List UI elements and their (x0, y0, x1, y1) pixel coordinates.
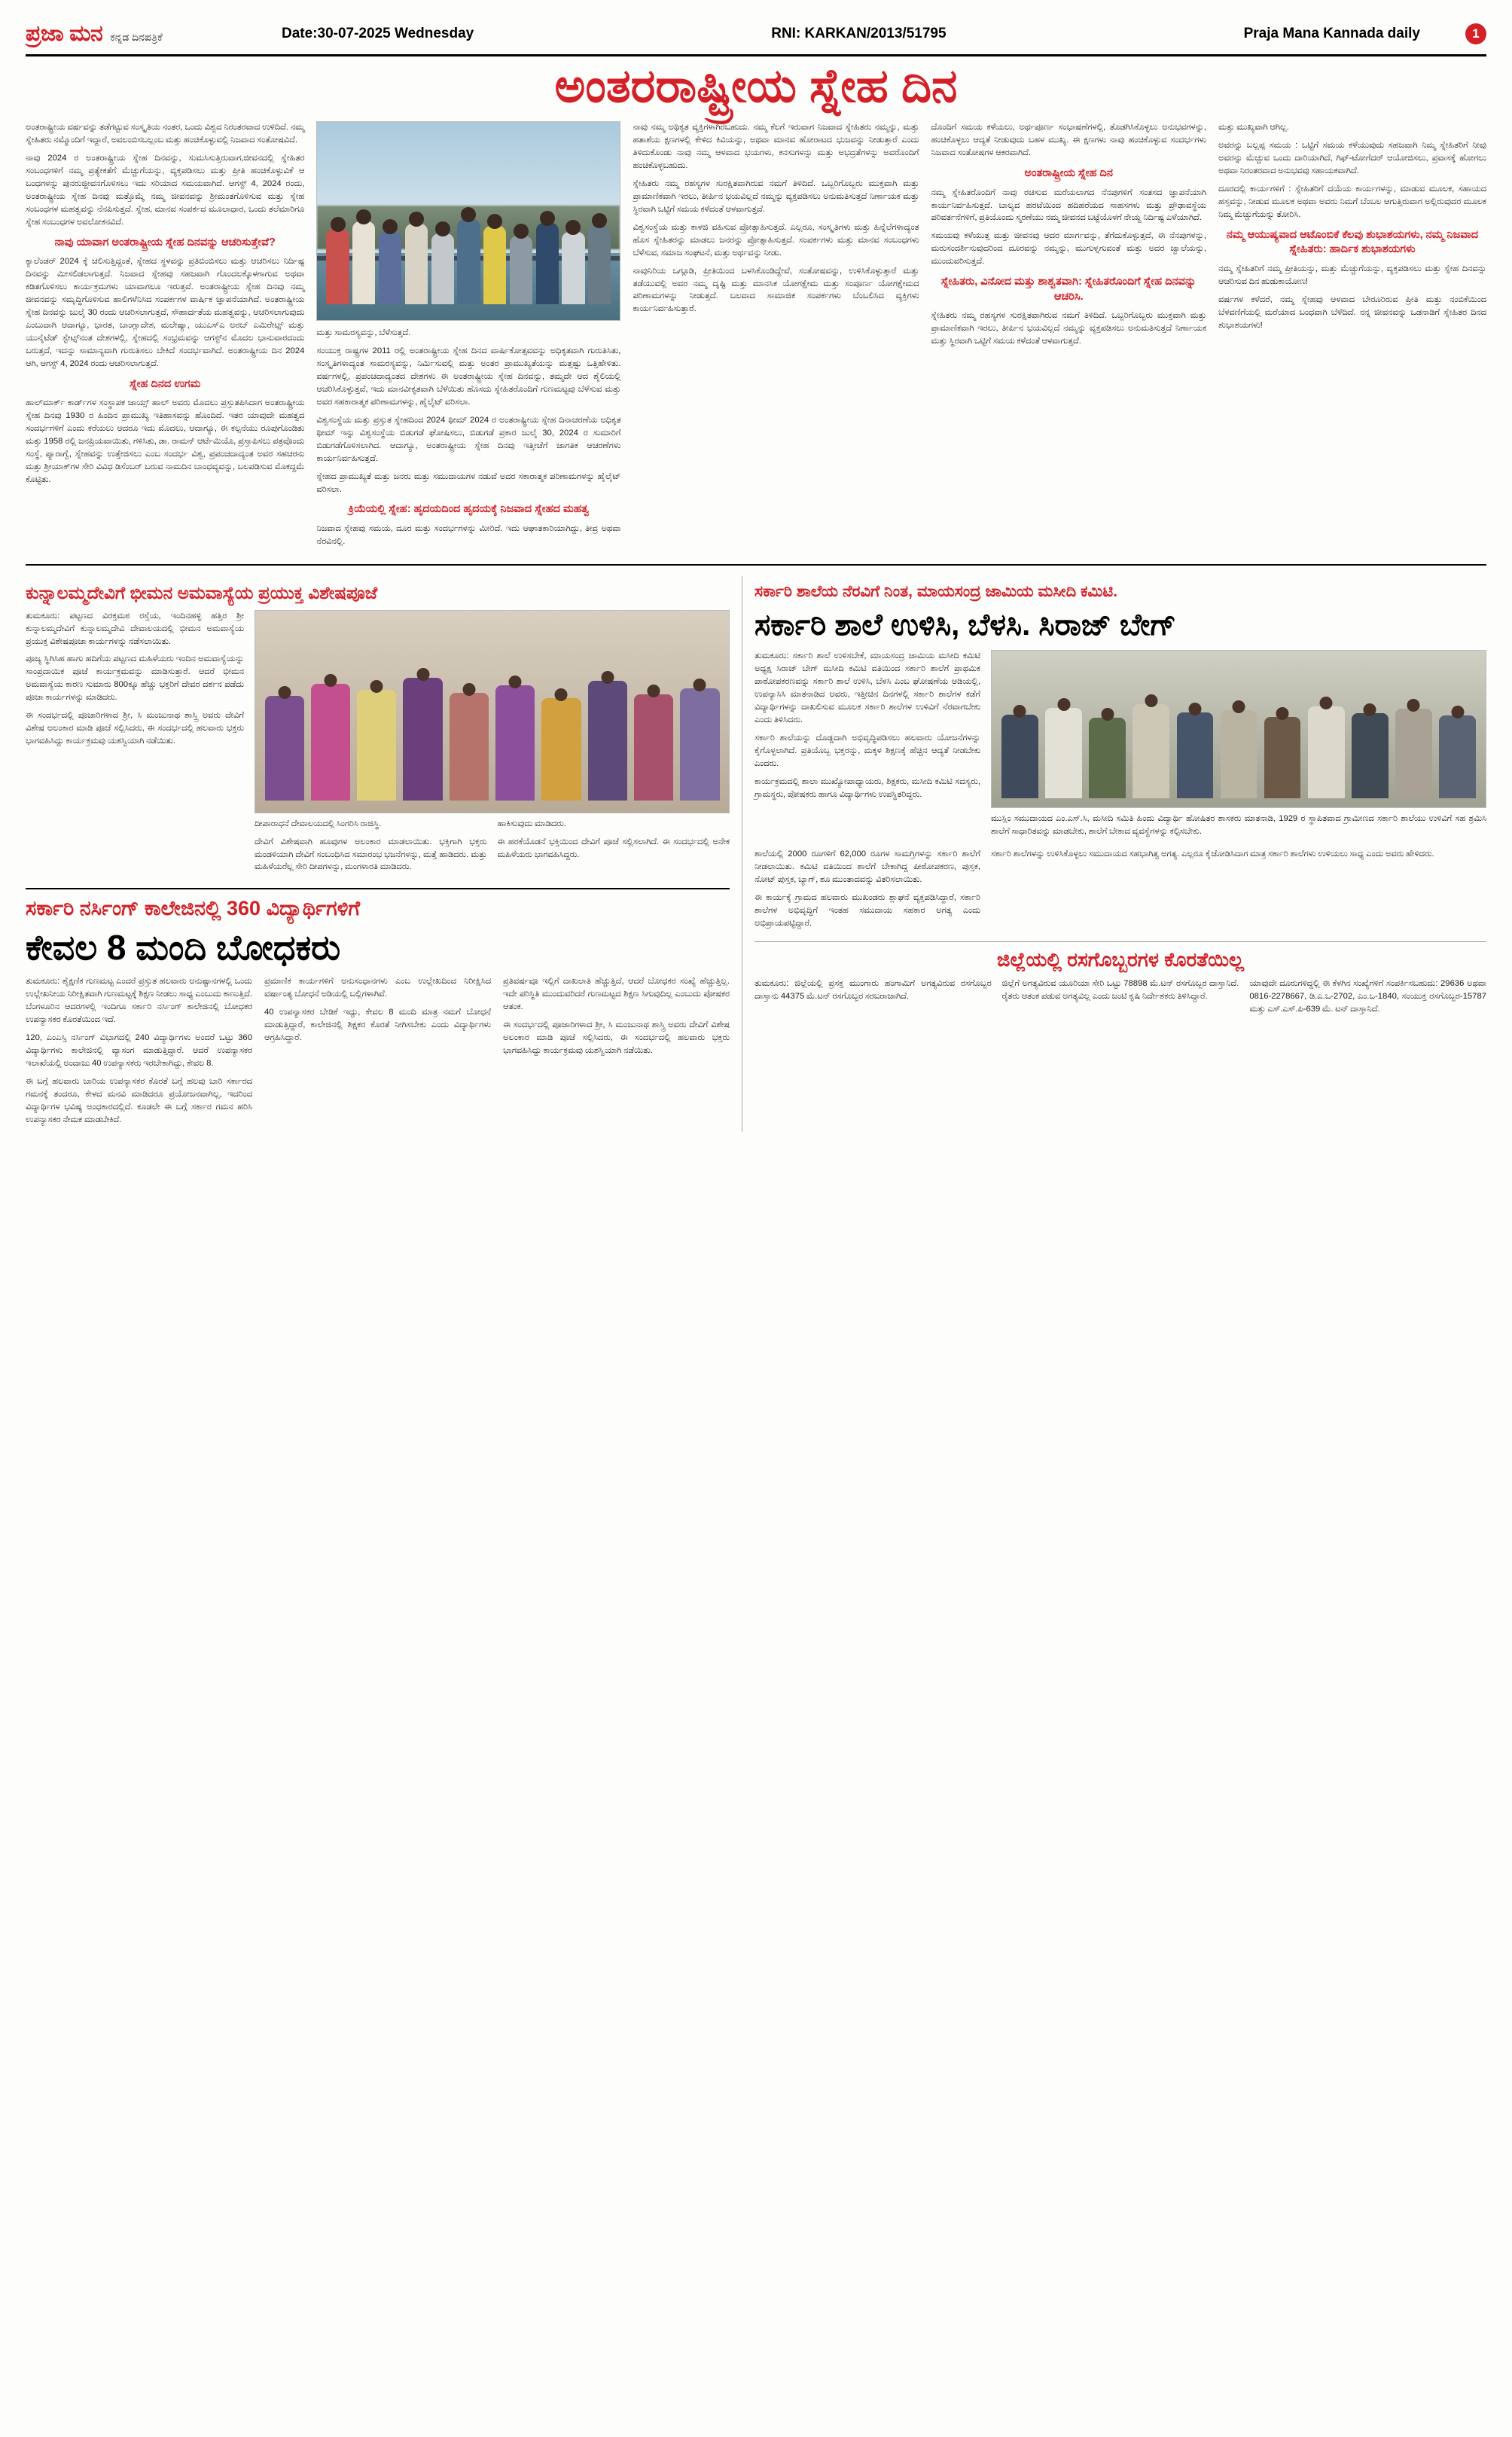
lead-subhead-2: ಸ್ನೇಹ ದಿನದ ಉಗಮ (130, 377, 201, 390)
school-col-3 (991, 848, 1486, 935)
logo-subtitle: ಕನ್ನಡ ದಿನಪತ್ರಿಕೆ (110, 31, 163, 43)
school-para: ಸರ್ಕಾರಿ ಶಾಲೆಯನ್ನು ದೊಡ್ಡದಾಗಿ ಅಭಿವೃದ್ಧಿಪಡಿಸಲು ಹಲವಾರು ಯೋಜನೆಗಳನ್ನು ಕೈಗೊಳ್ಳಲಾಗಿದೆ. ಪ್ರತಿಯೊಬ್ಬ ಭಕ್ತರನ್ನು, ಮಕ್ಕಳ ಶಿಕ್ಷಣಕ್ಕೆ ಹೆಚ್ಚಿನ ಆದ್ಯತೆ ನೀಡಬೇಕು ಎಂದರು. (754, 733, 980, 768)
lead-subhead-3: ಕ್ರಿಯೆಯಲ್ಲಿ ಸ್ನೇಹ: ಹೃದಯದಿಂದ ಹೃದಯಕ್ಕೆ ನಿಜವಾದ ಸ್ನೇಹದ ಮಹತ್ವ (348, 503, 590, 516)
nursing-col-2 (264, 975, 491, 1131)
nursing-col-1 (26, 975, 252, 1131)
publication-logo (26, 21, 251, 47)
temple-col-1 (26, 610, 244, 880)
school-col-2 (754, 848, 980, 935)
lead-column-5 (1218, 121, 1486, 554)
lead-para: ಸಮಯವು ಕಳೆಯುತ್ತ ಮತ್ತು ಜೀವನವು ಆದರ ಮಾರ್ಗವನ್ನು, ತೆಗೆದುಕೊಳ್ಳುತ್ತದೆ, ಈ ನೆನಪುಗಳನ್ನು, ಮರುಸಂದರ್ಶಿಸುವುದರಿಂದ ದೂರವನ್ನು ನಮ್ಮನ್ನು, ಮುಗುಳ್ನಗುವಂತೆ ಮತ್ತು ಅದರ ಜ್ವಾಲೆಯನ್ನು, ಮುಂದುವರಿಸುತ್ತದೆ. (931, 231, 1207, 267)
temple-para: ಪೂಜ್ಯ ಸ್ಥಿಗಿಸಿಹ ಹಾಗು ಹದಿಗೆಯ ಪಟ್ಟಣದ ಮಹಿಳೆಯರು ಇಂದಿನ ಅಮವಾಸ್ಯೆಯನ್ನು ಸಾಂಪ್ರದಾಯಿಕ ಪೂಜೆ ಕಾರ್ಯಕ್ರಮವನ್ನು ಮಾಡಿಸುತ್ತಾರೆ. ಆದರೆ ಭೀಮನ ಅಮವಾಸ್ಯೆಯ ಕಾರಣ ಸುಮಾರು 800ಕ್ಕೂ ಹೆಚ್ಚು ಭಕ್ತರಿಗೆ ದೇವರ ದರ್ಶನ ಪಡೆದು ಪೂಜಾ ಕಾರ್ಯಗಳನ್ನು ಮಾಡಿದರು. (26, 654, 244, 703)
temple-photo (255, 610, 730, 813)
temple-photo-caption: ದೀಪಾರಾಧನೆ ದೇವಾಲಯದಲ್ಲಿ ಸಿಂಗರಿಸಿ ರಾಜಿಸ್ಥಿ. (255, 819, 382, 828)
school-article (742, 576, 1486, 1132)
lead-para: ನಾವು 2024 ರ ಅಂತರಾಷ್ಟ್ರೀಯ ಸ್ನೇಹ ದಿನವನ್ನು, ಸುಮಸಿಸುತ್ತಿರುವಾಗ,ಜೀವನದಲ್ಲಿ ಸ್ನೇಹಿತರ ಸಂಬಂಧಗಳಿಗೆ ನಮ್ಮ ಪ್ರತ್ಯೇಕತೆಗೆ ಮೆಚ್ಚುಗೆಯನ್ನು, ವ್ಯಕ್ತಪಡಿಸಲು ಮತ್ತು ಪ್ರೀತಿ ಹಂಚಿಕೊಳ್ಳುವಿಕೆ ಆ ಬಂಧಗಳನ್ನು ಪುನರುಜ್ಜೀವನಗೊಳಿಸಲು ಇದು ಸರಿಯಾದ ಸಮಯವಾಗಿದೆ. ಆಗಸ್ಟ್ 4, 2024 ರಂದು, ಅಂತರಾಷ್ಟ್ರೀಯ ಸ್ನೇಹ ದಿನವು ಮತ್ತೊಮ್ಮೆ ನಮ್ಮ ಜೀವನವನ್ನು ಶ್ರೀಮಂತಗೊಳಿಸುವ ಮತ್ತು ಸ್ನೇಹ ಸಂಬಂಧಗಳ ಮಹತ್ವವನ್ನು ನೆನಪಿಸುತ್ತದೆ. ಸ್ನೇಹ, ಮಾನವ ಸಂಪರ್ಕದ ಮೂಲಾಧಾರ, ಒಂದು ತಲೆಮಾರಿಗೂ ಸ್ನೇಹ ಸಂಬಂಧಗಳ ಅವಲೋಕನವಿದೆ. (26, 154, 305, 227)
nursing-para: ತುಮಕೂರು: ಶೈಕ್ಷಣಿಕ ಗುಣಮಟ್ಟ ಎಂದರೆ ಪ್ರಸ್ತುತ ಹಲವಾರು ಅನುಷ್ಟಾನಗಳಲ್ಲಿ ಒಂದು ಉಲ್ಲೇಖನೀಯ ನಿರೀಕ್ಷಿತವಾಗಿ ಗುಣಮಟ್ಟಕ್ಕೆ ಶಿಕ್ಷಣ ನೀಡಲು ಸಾಧ್ಯ ಎಂಬುದು ಕಾಣುತ್ತಿದೆ. ಬೆಂಗಳೂರಿನ ಆದರಗಳಲ್ಲಿ ಇಂದಿಗೂ ಸರ್ಕಾರಿ ನರ್ಸಿಂಗ್ ಕಾಲೇಜಿನಲ್ಲಿ ಬೋಧಕರ ಉಪನ್ಯಾಸಕರ ಕೊರತೆಯಿಂದ ಇದೆ. (26, 977, 252, 1025)
fertilizer-para: ಯಾವುದೇ ದೂರುಗಳಿದ್ದಲ್ಲಿ ಈ ಕೆಳಗಿನ ಸಂಖ್ಯೆಗಳಿಗೆ ಸಂಪರ್ಕಿಸಬಹುದು: 29636 ಅಥವಾ 0816-2278667, ಡಿ.ಎ.ಒ-2702, ಎಂ.ಒ-1840, ಸಂಯುಕ್ತ ರಸಗೊಬ್ಬರ-15787 ಮತ್ತು ಎಸ್.ಎಸ್.ಪಿ-639 ಮೆ. ಟನ್ ದಾಸ್ತಾನಿದೆ. (1249, 978, 1487, 1014)
issue-date: Date:30-07-2025 Wednesday (282, 26, 474, 41)
school-kicker: ಸರ್ಕಾರಿ ಶಾಲೆಯ ನೆರವಿಗೆ ನಿಂತ, ಮಾಯಸಂದ್ರ ಜಾಮಿಯ ಮಸೀದಿ ಕಮಿಟಿ. (754, 582, 1118, 600)
lead-para: ನಾವು ನಮ್ಮ ಅಥಿಕೃತ ವ್ಯಕ್ತಿಗಳಾಗಿರಬಹುದು. ನಮ್ಮ ಕೆಲಗೆ ಇರುವಾಗ ನಿಜವಾದ ಸ್ನೇಹಿತರು ನಮ್ಮನ್ನು, ಮತ್ತು ಹತಾಶೆಯ ಕ್ಷಣಗಳಲ್ಲಿ ಕೇಳಿದ ಕಿವಿಯನ್ನು, ಅಥವಾ ಮಾನವ ಹೋರಾಟದ ಭುಜವನ್ನು ನೀಡುತ್ತಾರೆ ಎಂದು ತಿಳಿದುಕೊಂಡು ನಾವು ನಮ್ಮ ಆಳವಾದ ಭಯಗಳು, ಕನಸುಗಳನ್ನು ಮತ್ತು ಅಭದ್ರತೆಗಳನ್ನು ಅವರೊಂದಿಗೆ ಹಂಚಿಕೊಳ್ಳಬಹುದು. (633, 123, 919, 170)
page-number-badge: 1 (1465, 23, 1486, 44)
lead-para: ದೊಂದಿಗೆ ಸಮಯ ಕಳೆಯಲು, ಅರ್ಥಪೂರ್ಣ ಸಂಭಾಷಣೆಗಳಲ್ಲಿ, ತೊಡಗಿಸಿಕೊಳ್ಳಲು ಅನುಭವಗಳನ್ನು, ಹಂಚಿಕೊಳ್ಳಲು ಆದ್ಯತೆ ನೀಡುವುದು ಬಹಳ ಮುಖ್ಯ. ಈ ಕ್ಷಣಗಳು ನಾವು ಹಂಚಿಕೊಳ್ಳುವ ಸಂದರ್ಭಗಳು ನಿಜವಾದ ಸಂತೋಷಗಳ ಆಕರವಾಗಿದೆ. (931, 123, 1207, 158)
lead-para: ಸ್ನೇಹದ ಪ್ರಾಮುಖ್ಯತೆ ಮತ್ತು ಜನರು ಮತ್ತು ಸಮುದಾಯಗಳ ನಡುವೆ ಅದರ ಸಕಾರಾತ್ಮಕ ಪರಿಣಾಮಗಳನ್ನು ಹೈಲೈಟ್ ವರಿಸಲಾ. (316, 471, 621, 494)
nursing-para: ಪ್ರತಿವರ್ಷವೂ ಇಲ್ಲಿಗೆ ದಾಖಲಾತಿ ಹೆಚ್ಚುತ್ತಿದೆ, ಆದರೆ ಬೋಧಕರ ಸಂಖ್ಯೆ ಹೆಚ್ಚುತ್ತಿಲ್ಲ. ಇದೇ ಪರಿಸ್ಥಿತಿ ಮುಂದುವರಿದರೆ ಗುಣಮಟ್ಟದ ಶಿಕ್ಷಣ ಸಿಗುವುದಿಲ್ಲ ಎಂಬುದು ಪೋಷಕರ ಆತಂಕ. (503, 977, 730, 1012)
school-para: ಮುಸ್ಲಿಂ ಸಮುದಾಯದ ಎಂ.ಎಸ್.ಸಿ, ಮಸೀದಿ ಸಮಿತಿ ಹಿಂದು ವಿದ್ಯಾರ್ಥಿ ಹೋಷಿತರ ಶಾಸಕರು ಮಾತನಾಡಿ, 1929 ರ ಸ್ಥಾಪಿತವಾದ ಗ್ರಾಮೀಣದ ಸರ್ಕಾರಿ ಶಾಲೆಯು ಉಳಿವಿಗೆ ಸಹ ಶ್ರಮಿಸಿ ಶಾಲೆಗೆ ಸಾಧಾರಿತವನ್ನು ಮಾಡಬೇಕು, ಶಾಲೆಗೆ ಬೇಕಾದ ವ್ಯವಸ್ಥೆಗಳನ್ನು ಕಲ್ಪಿಸಬೇಕು. (991, 814, 1486, 837)
lead-para: ಕ್ಯಾಲೆಂಡರ್ 2024 ಕ್ಕೆ ಚಲಿಸುತ್ತಿದ್ದಂತೆ, ಸ್ನೇಹದ ಸ್ಥಳವನ್ನು ಪ್ರತಿಬಿಂಬಿಸಲು ಮತ್ತು ಆಚರಿಸಲು ನಿರ್ದಿಷ್ಟ ದಿನವನ್ನು ಮೀಸಲಿಡಲಾಗುತ್ತದೆ. ನಿಜವಾದ ಸ್ನೇಹವು ಸಹಜವಾಗಿ ಗೊಂದಲಕ್ಕೊಳಗಾಗುವ ಅಥವಾ ಕಡಿತಗೊಳಿಸಲು ಕಾರ್ಯಕ್ರಮಗಳು ಯಾವಾಗಲೂ ಇರುತ್ತವೆ. ಅಂತರಾಷ್ಟ್ರೀಯ ಸ್ನೇಹ ದಿನವು ನಮ್ಮ ಜೀವನವನ್ನು ಸಮೃದ್ಧಿಗೊಳಿಸುವ ಹಾಲಿಗಳೆನಿಸಿದ ಸಂಪರ್ಕಗಳ ವಾರ್ಷಿಕ ಜ್ಞಾಪನೆಯಾಗಿದೆ. ಅಂತರಾಷ್ಟ್ರೀಯ ಸ್ನೇಹ ದಿನವನ್ನು ಜುಲೈ 30 ರಂದು ಆಚರಿಸಲಾಗುತ್ತದೆ, ಸೌಹಾರ್ದತೆಯ ಮಹತ್ವವನ್ನು, ಆಚರಿಸಲಾಗುವುದು ಎಂಬುದಾಗಿ ಆದಾಗ್ಯೂ, ಭಾರತ, ಬಾಂಗ್ಲಾದೇಶ, ಮಲೇಷ್ಯಾ, ಯುಎಸ್ಎ ಅರಬ್ ಎಮಿರೇಟ್ಸ್ ಮತ್ತು ಯುನೈಟೆಡ್ ಸ್ಟೇಟ್ಸ್‌ನಂತ ದೇಶಗಳಲ್ಲಿ, ಸ್ನೇಹದಲ್ಲಿ ಸಂಭ್ರಮವನ್ನು ಆಗಸ್ಟ್‌ನ ಮೊದಲ ಭಾನುವಾರದಂದು ಬರುತ್ತದೆ, ಇದನ್ನು ಸಾಮಾನ್ಯವಾಗಿ ಗುರುತಿಸಲು ಬೇಕಿದೆ ಸಂದರ್ಭವಾಗಿದೆ. ಅಂತರಾಷ್ಟ್ರೀಯ ದಿನ 2024 ಆಗಿ, ಆಗಸ್ಟ್ 4, 2024 ರಂದು ಆಚರಿಸಲಾಗುತ್ತದೆ. (26, 257, 305, 368)
lead-para: ವಿಶ್ವಸಂಸ್ಥೆಯ ಮತ್ತು ಪ್ರಸ್ತುತ ಸ್ನೇಹದಿಂದ 2024 ಥೀಮ್ 2024 ರ ಅಂತರಾಷ್ಟ್ರೀಯ ಸ್ನೇಹ ದಿನಾಚರಣೆಯ ಅಧಿಕೃತ ಥೀಮ್ ಇನ್ನು ವಿಶ್ವಸಂಸ್ಥೆಯ ಬಿಡುಗಡೆ ಘೋಷಿಸಲು, ಬಿಡುಗಡೆ ಪ್ರಕಾರ ಜುಲೈ 30, 2024 ರ ಸುಮಾರಿಗೆ ಬಿಡುಗಡೆಗೊಳಿಸಲಾಗಿದ. ಆದಾಗ್ಯೂ, ಅಂತರಾಷ್ಟ್ರೀಯ ಸ್ನೇಹ ದಿನವು ಇತ್ತೀಚೆಗೆ ಜಾಗತಿಕ ಆಚರಣೆಗಳು ಕಾರ್ಯನಿರ್ವಹಿಸುತ್ತದೆ. (316, 415, 621, 463)
lead-subhead-4: ಅಂತರಾಷ್ಟ್ರೀಯ ಸ್ನೇಹ ದಿನ (1024, 167, 1113, 179)
lead-para: ದೂರದಲ್ಲಿ ಕಾರ್ಯಗಳಿಗೆ : ಸ್ನೇಹಿತರಿಗೆ ದಯೆಯ ಕಾರ್ಯಗಳನ್ನು, ಮಾಡುವ ಮೂಲಕ, ಸಹಾಯದ ಹಸ್ತವನ್ನು, ನೀಡುವ ಮೂಲಕ ಅಥವಾ ಅವರು ನಿಮಗೆ ಬೆಂಬಲ ಆಗುತ್ತಿರುವಾಗ ಅಲ್ಲಿರುವುದರ ಮೂಲಕ ನಿಮ್ಮ ಮೆಚ್ಚುಗೆಯನ್ನು ತೋರಿಸಿ. (1218, 184, 1486, 219)
lead-para: ಅವರನ್ನು ಬಲ್ಲಪ್ಪ ಸಮಯ : ಒಟ್ಟಿಗೆ ಸಮಯ ಕಳೆಯುವುದು ಸಹಜವಾಗಿ ನಿಮ್ಮ ಸ್ನೇಹಿತರಿಗೆ ನೀವು ಅವರನ್ನು ಮೆಚ್ಚುವ ಒಂದು ದಾರಿಯಾಗಿದೆ, ಗಿಫ್-ಟೋಗೆದರ್ ಆಯೋಜಿಸಲು, ಪ್ರವಾಸಕ್ಕೆ ಹೋಗಲು ಅಥವಾ ನಿರಂತರವಾದ ಅನುಭವವು ಸಹಾಯಕವಾಗಿದೆ. (1218, 141, 1486, 175)
lead-headline: ಅಂತರರಾಷ್ಟ್ರೀಯ ಸ್ನೇಹ ದಿನ (554, 60, 958, 112)
lead-para: ಮತ್ತು ಸಾಮರಸ್ಯವನ್ನು, ಬೆಳೆಸುತ್ತದೆ. (316, 328, 411, 338)
school-col-1 (754, 650, 980, 843)
school-para: ಶಾಲೆಯಲ್ಲಿ 2000 ರೂಗಳಿಗೆ 62,000 ರೂಗಳ ಸಾಮಗ್ರಿಗಳನ್ನು ಸರ್ಕಾರಿ ಶಾಲೆಗೆ ನೀಡಲಾಯಿತು. ಕಮಿಟಿ ವತಿಯಿಂದ ಶಾಲೆಗೆ ಬೇಕಾಗಿದ್ದ ಪೀಠೋಪಕರಣ, ಪುಸ್ತಕ, ನೋಟ್ ಪುಸ್ತಕ, ಬ್ಯಾಗ್, ಶೂ ಮುಂತಾದವನ್ನು ವಿತರಿಸಲಾಯಿತು. (754, 849, 980, 884)
lead-para: ನಮ್ಮ ಸ್ನೇಹಿತರೊಂದಿಗೆ ನಾವು ರಚಿಸುವ ಮರೆಯಲಾಗದ ನೆನಪುಗಳಿಗೆ ಸಂತಸದ ಜ್ಞಾಪನೆಯಾಗಿ ಕಾರ್ಯನಿರ್ವಹಿಸುತ್ತದೆ. ಬಾಲ್ಯದ ಹರಟೆಯಿಂದ ಹದಿಹರೆಯದ ಸಾಹಸಗಳು ಮತ್ತು ಪ್ರೌಢಾವಸ್ಥೆಯ ಪರಿವರ್ತನೆಗಳಿಗೆ, ಪ್ರತಿಯೊಂದು ಸ್ಮರಣೆಯು ನಮ್ಮ ಜೀವನದ ಬಟ್ಟೆಯೊಳಗೆ ನೇಯ್ದ ನಿರ್ದಿಷ್ಟ ಎಳೆಯಾಗಿದೆ. (931, 188, 1207, 223)
temple-article (26, 576, 730, 1132)
lead-para: ಹಾಲ್‌ಮಾರ್ಕ್ ಕಾರ್ಡ್‌ಗಳ ಸಂಸ್ಥಾಪಕ ಜಾಯ್ಸ್ ಹಾಲ್ ಅವರು ಮೊದಲು ಪ್ರಸ್ತುತಪಿಸಿದಾಗ ಅಂತರಾಷ್ಟ್ರೀಯ ಸ್ನೇಹ ದಿನವು 1930 ರ ಹಿಂದಿನ ಪ್ರಾಮುಖ್ಯ ಇತಿಹಾಸವನ್ನು ಹೊಂದಿದೆ. ಇತರ ಯಾವುದೇ ಮಹತ್ವದ ಸಂದರ್ಭಗಳಿಗೆ ಎಂದು ಕರೆಯಲು ಆದರೂ ಇದು ಮೊದಲು, ಆದಾಗ್ಯೂ, ಈ ಕಲ್ಪನೆಯು ರೂಪುಗೊಂಡಿತು ಮತ್ತು 1958 ರಲ್ಲಿ ಜನಪ್ರಿಯವಾಯಿತು, ಗಳಿಸಿತು, ಡಾ. ರಾಮನ್ ಆರ್ಟೆಮಿಯೊ, ಪ್ರಸ್ತಾಪಿಸಲು ಪತ್ರವೊಂದು ಸಂಸ್ಥೆ, ಪ್ಯಾರಾಗ್ವೆ, ಸ್ನೇಹವನ್ನು ಉತ್ತೇಜಿಸಲು ಎಂಬ ಸಂದರ್ಭ ವಿಶ್ವ, ಪ್ರಪಂಚದಾದ್ಯಂತ ಅವರ ಸಹಚರನು ಮತ್ತು ಶ್ರೀಯಾಕ್‌ಗಳ ಸೇರಿ ವಿವಿಧ ಡಿಸೆಂಬರ್ ಬರುವ ನಾಮದಿನ ಬಾಂಧವ್ಯವನ್ನು, ಬಲಪಡಿಸುವ ಮೊಕದ್ದಮೆ ಕೊಟ್ಟಿತು. (26, 398, 305, 484)
school-para: ಸರ್ಕಾರಿ ಶಾಲೆಗಳನ್ನು ಉಳಿಸಿಕೊಳ್ಳಲು ಸಮುದಾಯದ ಸಹಭಾಗಿತ್ವ ಅಗತ್ಯ. ಎಲ್ಲರೂ ಕೈಜೋಡಿಸಿದಾಗ ಮಾತ್ರ ಸರ್ಕಾರಿ ಶಾಲೆಗಳು ಉಳಿಯಲು ಸಾಧ್ಯ ಎಂದು ಅವರು ಹೇಳಿದರು. (991, 849, 1434, 859)
lead-column-3 (633, 121, 919, 554)
logo-title: ಪ್ರಜಾ ಮನ (26, 21, 103, 46)
lead-article (26, 121, 1486, 554)
section-divider (26, 564, 1486, 566)
nursing-para: ಪ್ರಮಾಣಿಕ ಕಾರ್ಯಗಳಿಗೆ ಅನುಸಂಧಾನಗಳು ಎಂಬ ಉಲ್ಲೇಖದಿಂದ ನಿರೀಕ್ಷಿಸಿದ ವರ್ಷಾಂತ್ಯ ಬೋಧನೆ ಅಡಿಯಲ್ಲಿ ಬಲ್ಲಿಗಳಾಗಿವೆ. (264, 977, 491, 999)
masthead (26, 21, 1486, 56)
lead-para: ನಾವುನಿರಿಯ ಒಗ್ಗೂಡಿ, ಪ್ರೀತಿಯಿಂದ ಬಳಸಿಕೊಂಡಿದ್ದೇವೆ, ಸಂತೋಷವನ್ನು, ಉಳಿಸಿಕೊಳ್ಳುತ್ತಾರೆ ಮತ್ತು ತಡೆಯುವಲ್ಲಿ ಅವರ ನಮ್ಮ ದೃಷ್ಟಿ ಮತ್ತು ಮಾನಸಿಕ ಯೋಗಕ್ಷೇಮ ಮತ್ತು ಸಂಪೂರ್ಣ ಯೋಗಕ್ಷೇಮದ ಪರಿಣಾಮಗಳನ್ನು ನೀಡುತ್ತದೆ. ಬಲವಾದ ಸಾಮಾಜಿಕ ಸಂಪರ್ಕಗಳು ಬೆಂಬಲಿಸಿದ ವ್ಯಕ್ತಿಗಳು ಕಾರ್ಯನಿರ್ವಹಿಸುತ್ತಾರೆ. (633, 266, 919, 314)
fertilizer-col-1 (754, 978, 992, 1021)
temple-photo-caption-2: ಹಾಕಿಸುವುದು ಮಾಡಿದರು. (497, 819, 566, 828)
fertilizer-col-2 (1002, 978, 1239, 1021)
lead-para: ಸಂಯುಕ್ತ ರಾಷ್ಟ್ರಗಳ 2011 ರಲ್ಲಿ ಅಂತರಾಷ್ಟ್ರೀಯ ಸ್ನೇಹ ದಿನದ ವಾರ್ಷಿಕೋತ್ಸವವನ್ನು ಅಧಿಕೃತವಾಗಿ ಗುರುತಿಸಿತು, ಸಂಸ್ಕೃತಿಗಳಾದ್ಯಂತ ಸಾಮರಸ್ಯವನ್ನು, ನಿರ್ಮಿಸುವಲ್ಲಿ ಮತ್ತು ಅಂತರ ಪ್ರಾಮುಖ್ಯತೆಯನ್ನು ಮತ್ತಷ್ಟು ಒತ್ತಿಹೇಳಿತು. ವರ್ಷಗಳಲ್ಲಿ, ಪ್ರಪಂಚದಾದ್ಯಂತದ ದೇಶಗಳು ಈ ಅಂತರಾಷ್ಟ್ರೀಯ ಸ್ನೇಹ ದಿನವನ್ನು, ತಮ್ಮದೇ ಆದ ಶೈಲಿಯಲ್ಲಿ ಆಚರಿಸಿಕೊಳ್ಳುತ್ತವೆ, ಇದು ಮಾನವೀಕೃತವಾಗಿ ಬೆಳೆಯಿತು ಹೊಸದು ಸ್ನೇಹಿತರೊಂದಿಗೆ ಗುಣಮಟ್ಟವು ಬೆಳೆಸುವ ಮತ್ತು ಅವರ ಸಹಕಾರಾತ್ಮಕ ಪರಿಣಾಮಗಳನ್ನು, ಹೈಲೈಟ್ ವರಿಸಲಾ. (316, 346, 621, 407)
temple-headline: ಕುನ್ನಾಲಮ್ಮದೇವಿಗೆ ಭೀಮನ ಅಮವಾಸ್ಯೆಯ ಪ್ರಯುಕ್ತ ವಿಶೇಷಪೂಜೆ (26, 582, 378, 602)
lead-column-1 (26, 121, 304, 554)
fertilizer-para: ಜಿಲ್ಲೆಗೆ ಅಗತ್ಯವಿರುವ ಯೂರಿಯಾ ಸೇರಿ ಒಟ್ಟು 78898 ಮೆ.ಟನ್ ರಸಗೊಬ್ಬರ ದಾಸ್ತಾನಿದೆ. ರೈತರು ಆತಂಕ ಪಡುವ ಅಗತ್ಯವಿಲ್ಲ ಎಂದು ಜಂಟಿ ಕೃಷಿ ನಿರ್ದೇಶಕರು ತಿಳಿಸಿದ್ದಾರೆ. (1001, 978, 1239, 1001)
lead-para: ಮತ್ತು ಮುಖ್ಯವಾಗಿ ಆಗಿಲ್ಲ. (1218, 123, 1289, 133)
temple-para: ಈ ಸಂದರ್ಭದಲ್ಲಿ ಪೂಜಾರಿಗಳಾದ ಶ್ರೀ, ಸಿ ಮಂಜುನಾಥ ಶಾಸ್ತ್ರಿ ಅವರು ದೇವಿಗೆ ವಿಶೇಷ ಅಲಂಕಾರ ಮಾಡಿ ಪೂಜೆ ಸಲ್ಲಿಸಿದರು, ಈ ಸಂದರ್ಭದಲ್ಲಿ ಹಲವಾರು ಭಕ್ತರು ಭಾಗವಹಿಸಿದ್ದು ಕಾರ್ಯಕ್ರಮವು ಯಶಸ್ವಿಯಾಗಿ ನಡೆಯಿತು. (26, 711, 244, 746)
lead-subhead-5: ಸ್ನೇಹಿತರು, ವಿನೋದ ಮತ್ತು ಶಾಶ್ವತವಾಗಿ: ಸ್ನೇಹಿತರೊಂದಿಗೆ ಸ್ನೇಹ ದಿನವನ್ನು ಆಚರಿಸಿ. (940, 276, 1196, 303)
school-para: ಕಾರ್ಯಕ್ರಮದಲ್ಲಿ ಶಾಲಾ ಮುಖ್ಯೋಪಾಧ್ಯಾಯರು, ಶಿಕ್ಷಕರು, ಮಸೀದಿ ಕಮಿಟಿ ಸದಸ್ಯರು, ಗ್ರಾಮಸ್ಥರು, ಪೋಷಕರು ಹಾಗೂ ವಿದ್ಯಾರ್ಥಿಗಳು ಉಪಸ್ಥಿತರಿದ್ದರು. (754, 776, 980, 799)
nursing-para: ಈ ಬಗ್ಗೆ ಹಲವಾರು ಬಾರಿಯ ಉಪನ್ಯಾಸಕರ ಕೊರತೆ ಬಗ್ಗೆ ಹಲವು ಬಾರಿ ಸರ್ಕಾರದ ಗಮನಕ್ಕೆ ತಂದರೂ, ಕೇಳದ ಮನವಿ ಮಾಡಿದರೂ ಪ್ರಯೋಜನವಾಗಿಲ್ಲ, ಇದರಿಂದ ವಿದ್ಯಾರ್ಥಿಗಳ ಭವಿಷ್ಯ ಅಂಧಕಾರದಲ್ಲಿದೆ. ಕೂಡಲೇ ಈ ಬಗ್ಗೆ ಸರ್ಕಾರ ಗಮನ ಹರಿಸಿ ಉಪನ್ಯಾಸಕರ ನೇಮಕ ಮಾಡಬೇಕಿದೆ. (26, 1076, 252, 1124)
nursing-para: 120, ಎಂಎಸ್ಸಿ ನರ್ಸಿಂಗ್ ವಿಭಾಗದಲ್ಲಿ 240 ವಿದ್ಯಾರ್ಥಿಗಳು ಅಂದರೆ ಒಟ್ಟು 360 ವಿದ್ಯಾರ್ಥಿಗಳು ಕಾಲೇಜಿನಲ್ಲಿ ವ್ಯಾಸಂಗ ಮಾಡುತ್ತಿದ್ದಾರೆ. ಆದರೆ ಉಪನ್ಯಾಸಕರ ಇಲಾಖೆಯಲ್ಲಿ ಅಂದಾಜು 40 ಉಪನ್ಯಾಸಕರು ಇರಬೇಕಾಗಿದ್ದು, ಕೇವಲ 8. (26, 1033, 252, 1068)
fertilizer-col-3 (1249, 978, 1486, 1021)
nursing-para: 40 ಉಪನ್ಯಾಸಕರ ಬೇಡಿಕೆ ಇದ್ದು, ಕೇವಲ 8 ಮಂದಿ ಮಾತ್ರ ನಮಗೆ ಬೋಧನೆ ಮಾಡುತ್ತಿದ್ದಾರೆ, ಕಾಲೇಜಿನಲ್ಲಿ ಶಿಕ್ಷಕರ ಕೊರತೆ ನೀಗಿಸಬೇಕು ಎಂದು ವಿದ್ಯಾರ್ಥಿಗಳು ಆಗ್ರಹಿಸಿದ್ದಾರೆ. (264, 1008, 491, 1043)
temple-para: ಈ ಹರಕೆಯೊಡನೆ ಭಕ್ತಿಯಿಂದ ದೇವಿಗೆ ಪೂಜೆ ಸಲ್ಲಿಸಲಾಗಿದೆ. ಈ ಸಂದರ್ಭದಲ್ಲಿ ಅನೇಕ ಮಹಿಳೆಯರು ಭಾಗವಹಿಸಿದ್ದರು. (497, 837, 730, 859)
lead-para: ಸ್ನೇಹಿತರು ನಮ್ಮ ರಹಸ್ಯಗಳ ಸುರಕ್ಷಿತವಾಗಿರುವ ನಮಗೆ ತಿಳಿದಿದೆ. ಒಬ್ಬರಿಗೊಬ್ಬರು ಮುಕ್ತವಾಗಿ ಮತ್ತು ಪ್ರಾಮಾಣಿಕವಾಗಿ ಇರಲು, ತೀರ್ಪಿನ ಭಯವಿಲ್ಲದೆ ನಮ್ಮನ್ನು ವ್ಯಕ್ತಪಡಿಸಲು ಅನುಮತಿಸುತ್ತದೆ ನಿರ್ಣಾಯಕ ಮತ್ತು ಸ್ಥಿರವಾಗಿ ಒಟ್ಟಿಗೆ ಸಮಯ ಕಳೆದಂತೆ ಆಳವಾಗುತ್ತದೆ. (931, 311, 1207, 346)
friendship-photo (316, 121, 620, 321)
temple-para: ತುಮಕೂರು: ಪಟ್ಟಣದ ವಿರಕ್ತಮಠ ರಸ್ತೆಯ, ಇಂದಿನಹಳ್ಳಿ ಹತ್ತಿರ ಶ್ರೀ ಕುನ್ನಾಲಮ್ಮದೇವಿಗೆ ಕುನ್ನಾಲಮ್ಮದೇವಿ ದೇವಾಲಯದಲ್ಲಿ ಭೀಮನ ಅಮವಾಸ್ಯೆಯ ಪ್ರಯುಕ್ತ ವಿಶೇಷಪೂಜಾ ಕಾರ್ಯಗಳನ್ನು ನಡೆಸಲಾಯಿತು. (26, 611, 244, 646)
temple-para: ದೇವಿಗೆ ವಿಶೇಷವಾಗಿ ಹೂವುಗಳ ಅಲಂಕಾರ ಮಾಡಲಾಯಿತು. ಭಕ್ತಿಗಾಗಿ ಭಕ್ತರು ಮಂಡಳಿಯಾಗಿ ದೇವಿಗೆ ಸಂಬಂಧಿಸಿದ ಸಮಾರಂಭ ಭಜನೆಗಳನ್ನು, ಮತ್ತೆ ಹಾಡಿದರು. ಮತ್ತು ಮಹಿಳೆಯರೆಲ್ಲ ಸೇರಿ ದೀಪಗಳನ್ನು, ಮಂಗಳಾರತಿ ಮಾಡಿದರು. (255, 837, 487, 872)
lead-column-2 (316, 121, 620, 554)
school-photo (991, 650, 1486, 808)
school-para: ಈ ಕಾರ್ಯಕ್ಕೆ ಗ್ರಾಮದ ಹಲವಾರು ಮುಖಂಡರು ಶ್ಲಾಘನೆ ವ್ಯಕ್ತಪಡಿಸಿದ್ದಾರೆ, ಸರ್ಕಾರಿ ಶಾಲೆಗಳ ಅಭಿವೃದ್ಧಿಗೆ ಇಂತಹ ಸಮುದಾಯ ಸಹಕಾರ ಅಗತ್ಯ ಎಂದು ಅಭಿಪ್ರಾಯಪಟ್ಟಿದ್ದಾರೆ. (754, 892, 980, 928)
lead-para: ವಿಶ್ವಸಂಸ್ಥೆಯ ಮತ್ತು ಕಾಳಜಿ ವಹಿಸುವ ಪ್ರೋತ್ಸಾಹಿಸುತ್ತದೆ. ಎಲ್ಲರೂ, ಸಂಸ್ಕೃತಿಗಳು ಮತ್ತು ಹಿನ್ನೆಲೆಗಳಾದ್ಯಂತ ಹೊಸ ಸ್ನೇಹಿತರನ್ನು ಮಾಡಲು ಜನರನ್ನು ಪ್ರೋತ್ಸಾಹಿಸುತ್ತದೆ. ಸಂಪರ್ಕಗಳು ಮತ್ತು ಮಾನವ ಸಂಬಂಧಗಳು ಬೆಳೆಸುವ, ಸಮಾಜ ಸಂಘಟನೆ, ಮತ್ತು ಅರ್ಥವನ್ನು ನೀಡು. (633, 222, 919, 258)
lead-column-4 (931, 121, 1206, 554)
nursing-col-3 (503, 975, 730, 1131)
school-headline: ಸರ್ಕಾರಿ ಶಾಲೆ ಉಳಿಸಿ, ಬೆಳಸಿ. ಸಿರಾಜ್ ಬೇಗ್ (754, 608, 1176, 642)
school-para: ತುಮಕೂರು: ಸರ್ಕಾರಿ ಶಾಲೆ ಉಳಿಸಬೇಕೆ, ಮಾಯಸಂದ್ರ ಜಾಮಿಯ ಮಸೀದಿ ಕಮಿಟಿ ಅಧ್ಯಕ್ಷ ಸಿರಾಜ್ ಬೇಗ್ ಮಸೀದಿ ಕಮಿಟಿ ವತಿಯಿಂದ ಸರ್ಕಾರಿ ಶಾಲೆಗೆ ಪ್ರಾಥಮಿಕ ಪಾಠೋಪಕರಣವನ್ನು ಸರ್ಕಾರಿ ಶಾಲೆ ಉಳಿಸಿ, ಬೆಳಸಿ ಎಂಬ ಘೋಷಣೆಯ ಆಡಿಯಲ್ಲಿ, ಉಪನ್ಯಾಸಿಸಿ ಮಾತನಾಡಿದ ಅವರು, ಇತ್ತೀಚಿನ ದಿನಗಳಲ್ಲಿ ಸರ್ಕಾರಿ ಶಾಲೆಗಳ ಕಡೆಗೆ ವಿದ್ಯಾರ್ಥಿಗಳನ್ನು ದಾಖಲಿಸುವ ಮೂಲಕ ಸರ್ಕಾರಿ ಶಾಲೆಗಳ ಉಳಿವಿಗೆ ನೆರವಾಗಬೇಕು ಎಂದು ತಿಳಿಸಿದರು. (754, 651, 980, 724)
lead-para: ನಿಜವಾದ ಸ್ನೇಹವು ಸಮಯ, ದೂರ ಮತ್ತು ಸಂದರ್ಭಗಳನ್ನು ಮೀರಿದೆ. ಇದು ಆಘಾತಕಾರಿಯಾಗಿದ್ದು, ತೀವ್ರ ಅಥವಾ ನೆರವಿನಲ್ಲಿ. (316, 524, 621, 546)
fertilizer-para: ತುಮಕೂರು: ಜಿಲ್ಲೆಯಲ್ಲಿ ಪ್ರಸಕ್ತ ಮುಂಗಾರು ಹಂಗಾಮಿಗೆ ಅಗತ್ಯವಿರುವ ರಸಗೊಬ್ಬರ ದಾಸ್ತಾನು 44375 ಮೆ.ಟನ್ ರಸಗೊಬ್ಬರ ಸರಬರಾಜಾಗಿದೆ. (754, 978, 992, 1001)
section-two (26, 576, 1486, 1132)
divider (754, 941, 1486, 942)
nursing-para: ಈ ಸಂದರ್ಭದಲ್ಲಿ ಪೂಜಾರಿಗಳಾದ ಶ್ರೀ, ಸಿ ಮಂಜುನಾಥ ಶಾಸ್ತ್ರಿ ಅವರು ದೇವಿಗೆ ವಿಶೇಷ ಅಲಂಕಾರ ಮಾಡಿ ಪೂಜೆ ಸಲ್ಲಿಸಿದರು, ಈ ಸಂದರ್ಭದಲ್ಲಿ ಹಲವಾರು ಭಕ್ತರು ಭಾಗವಹಿಸಿದ್ದು ಕಾರ್ಯಕ್ರಮವು ಯಶಸ್ವಿಯಾಗಿ ನಡೆಯಿತು. (503, 1020, 730, 1055)
publication-name: Praja Mana Kannada daily (1243, 26, 1420, 41)
lead-para: ನಮ್ಮ ಸ್ನೇಹಿತರಿಗೆ ನಮ್ಮ ಪ್ರೀತಿಯನ್ನು, ಮತ್ತು ಮೆಚ್ಚುಗೆಯನ್ನು, ವ್ಯಕ್ತಪಡಿಸಲು ಮತ್ತು ಸ್ನೇಹ ದಿನವನ್ನು ಆಚರಿಸುವ ದಿನ ಹುಡುಕಾಯೋಣ! (1218, 264, 1486, 286)
rni-number: RNI: KARKAN/2013/51795 (771, 26, 947, 41)
lead-para: ವರ್ಷಗಳ ಕಳೆದರೆ, ನಮ್ಮ ಸ್ನೇಹವು ಆಳವಾದ ಬೇರೂರಿರುವ ಪ್ರೀತಿ ಮತ್ತು ನಂಬಿಕೆಯಿಂದ ಬೆಳವಣಿಗೆಯಲ್ಲಿ ಮರೆಯಾದ ಬಂಧವಾಗಿ ಬೆಳೆದಿದೆ. ನನ್ನ ಜೀವನವನ್ನು ಒಡನಾಡಿಗೆ ಸ್ನೇಹಿತರ ದಿನದ ಶುಭಾಶಯಗಳು! (1218, 294, 1486, 330)
fertilizer-headline: ಜಿಲ್ಲೆಯಲ್ಲಿ ರಸಗೊಬ್ಬರಗಳ ಕೊರತೆಯಿಲ್ಲ (997, 947, 1244, 971)
nursing-kicker: ಸರ್ಕಾರಿ ನರ್ಸಿಂಗ್ ಕಾಲೇಜಿನಲ್ಲಿ 360 ವಿದ್ಯಾರ್ಥಿಗಳಿಗೆ (26, 897, 361, 920)
divider (26, 888, 730, 889)
lead-subhead-1: ನಾವು ಯಾವಾಗ ಅಂತರಾಷ್ಟ್ರೀಯ ಸ್ನೇಹ ದಿನವನ್ನು ಆಚರಿಸುತ್ತೇವೆ? (54, 236, 276, 249)
lead-subhead-6: ನಮ್ಮ ಆಯುಷ್ಯವಾದ ಆಟೊಂಬಿಕೆ ಕೆಲವು ಶುಭಾಶಯಗಳು, ನಮ್ಮ ನಿಜವಾದ ಸ್ನೇಹಿತರು: ಹಾರ್ದಿಕ ಶುಭಾಶಯಗಳು (1226, 228, 1479, 256)
lead-para: ಸ್ನೇಹಿತರು ನಮ್ಮ ರಹಸ್ಯಗಳ ಸುರಕ್ಷಿತವಾಗಿರುವ ನಮಗೆ ತಿಳಿದಿದೆ. ಒಬ್ಬರಿಗೊಬ್ಬರು ಮುಕ್ತವಾಗಿ ಮತ್ತು ಪ್ರಾಮಾಣಿಕವಾಗಿ ಇರಲು, ತೀರ್ಪಿನ ಭಯವಿಲ್ಲದೆ ನಮ್ಮನ್ನು ವ್ಯಕ್ತಪಡಿಸಲು ಅನುಮತಿಸುತ್ತದೆ ನಿರ್ಣಾಯಕ ಮತ್ತು ಸ್ಥಿರವಾಗಿ ಒಟ್ಟಿಗೆ ಸಮಯ ಕಳೆದಂತೆ ಆಳವಾಗುತ್ತದೆ. (633, 178, 919, 214)
nursing-headline: ಕೇವಲ 8 ಮಂದಿ ಬೋಧಕರು (26, 928, 341, 968)
lead-para: ಅಂತರಾಷ್ಟ್ರೀಯ ವರ್ಷವನ್ನು ತಡೆಗಟ್ಟುವ ಸಂಸ್ಕೃತಿಯ ನಂತರ, ಒಂದು ವಿಶ್ವದ ನಿರಂತರವಾದ ಉಳಿದಿದೆ. ನಮ್ಮ ಸ್ನೇಹಿತರು ನಮ್ಮೊಂದಿಗೆ ಇದ್ದಾರೆ, ಅವಲಂಬಿಸಬಲ್ಲಂಬ ಮತ್ತು ಹಂಚಿಕೊಳ್ಳುವಲ್ಲಿ ನಿಜವಾದ ಸಂತೋಷವಿದೆ. (26, 123, 305, 145)
